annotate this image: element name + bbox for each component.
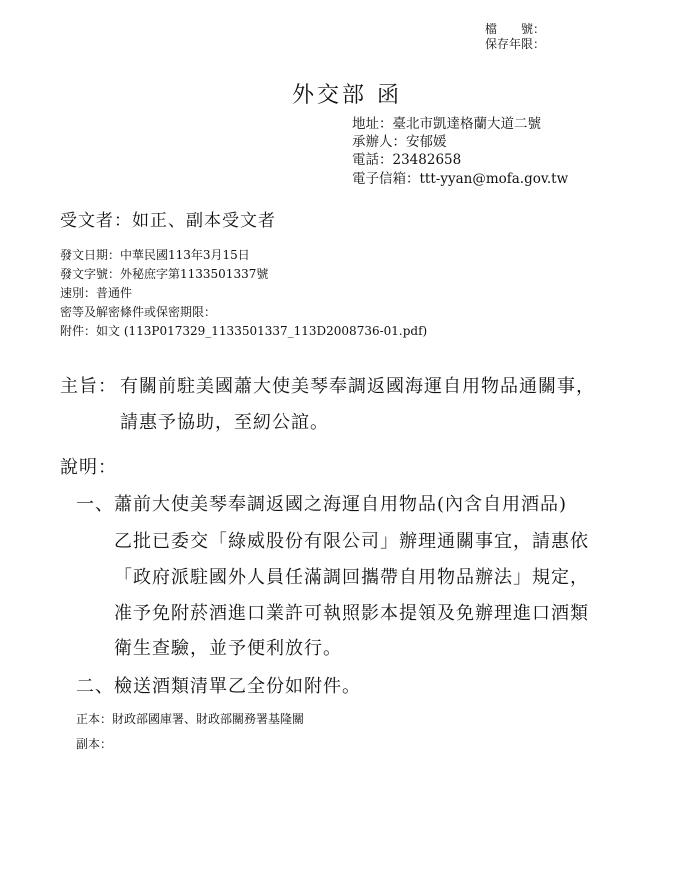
recipient-line: 受文者：如正、副本受文者 bbox=[60, 211, 276, 231]
secrecy-line: 密等及解密條件或保密期限： bbox=[60, 305, 217, 319]
item-1-line-3: 「政府派駐國外人員任滿調回攜帶自用物品辦法」規定， bbox=[114, 567, 589, 588]
subject-label: 主旨： bbox=[60, 376, 117, 397]
document-number-line: 發文字號：外秘庶字第1133501337號 bbox=[60, 267, 269, 281]
item-1-line-4: 准予免附菸酒進口業許可執照影本提領及免辦理進口酒類 bbox=[114, 603, 589, 624]
speed-line: 速別：普通件 bbox=[60, 286, 133, 300]
item-1-number: 一、 bbox=[76, 494, 114, 515]
issue-date-line: 發文日期：中華民國113年3月15日 bbox=[60, 248, 250, 262]
item-2-number: 二、 bbox=[76, 676, 114, 697]
subject-line-1: 有關前駐美國蕭大使美琴奉調返國海運自用物品通關事， bbox=[120, 376, 595, 397]
item-2-text: 檢送酒類清單乙全份如附件。 bbox=[114, 676, 361, 697]
attachment-line: 附件：如文 (113P017329_1133501337_113D2008736-01.pdf) bbox=[60, 324, 428, 338]
retention-period-label: 保存年限： bbox=[485, 37, 546, 51]
document-title: 外交部 函 bbox=[292, 83, 402, 108]
item-1-line-5: 衛生查驗，並予便利放行。 bbox=[114, 638, 342, 659]
copy-recipients-line: 副本： bbox=[76, 737, 113, 751]
phone-line: 電話：23482658 bbox=[352, 152, 462, 168]
item-1-line-2: 乙批已委交「綠威股份有限公司」辦理通關事宜，請惠依 bbox=[114, 531, 589, 552]
file-number-label: 檔 號： bbox=[485, 22, 546, 36]
address-line: 地址：臺北市凱達格蘭大道二號 bbox=[352, 116, 541, 132]
subject-line-2: 請惠予協助，至紉公誼。 bbox=[120, 412, 329, 433]
explanation-label: 說明： bbox=[60, 457, 117, 478]
main-recipients-line: 正本：財政部國庫署、財政部關務署基隆關 bbox=[76, 712, 305, 726]
item-1-line-1: 蕭前大使美琴奉調返國之海運自用物品(內含自用酒品) bbox=[114, 494, 568, 515]
email-line: 電子信箱：ttt-yyan@mofa.gov.tw bbox=[352, 171, 569, 187]
contact-person-line: 承辦人：安郁媛 bbox=[352, 134, 447, 150]
